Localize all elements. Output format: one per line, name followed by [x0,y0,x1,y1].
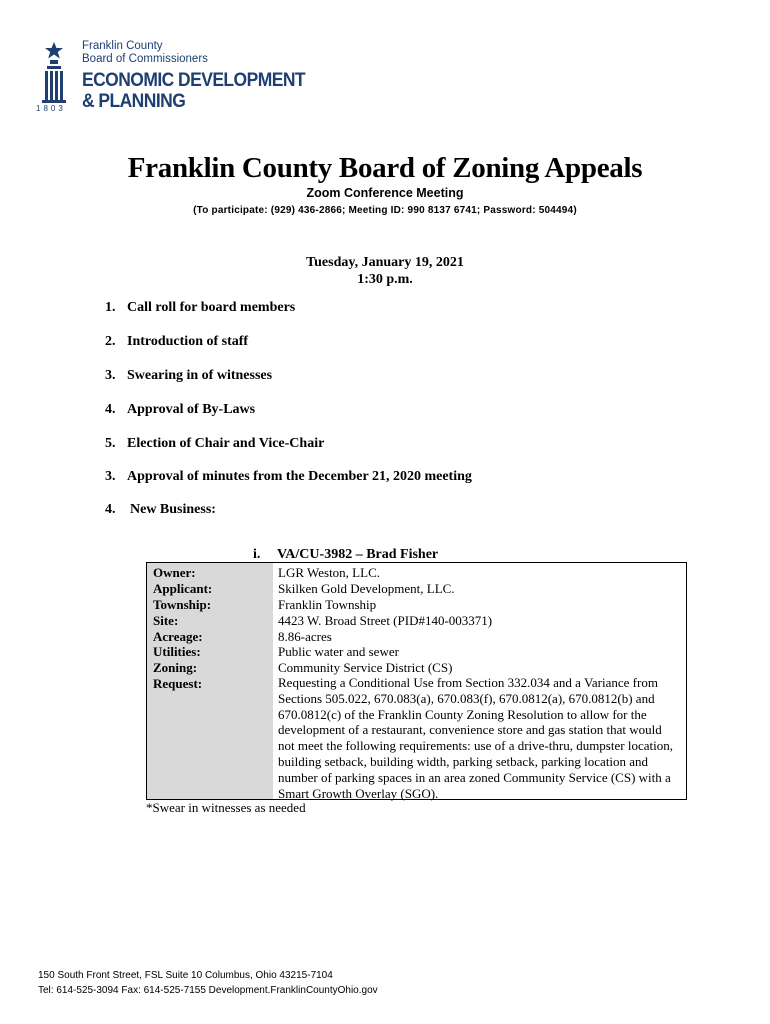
agenda-item-text: Swearing in of witnesses [127,368,273,383]
agenda-item [105,300,295,316]
case-details-table [146,562,687,800]
logo-year: 1803 [36,104,66,113]
value-utilities: Public water and sewer [278,644,399,659]
label-township: Township: [153,597,212,612]
agenda-item-text: Election of Chair and Vice-Chair [127,436,325,451]
label-zoning: Zoning: [153,660,198,675]
agenda-item-number: 4. [105,402,116,417]
agenda-item-text: Approval of minutes from the December 21, 2020 meeting [127,469,472,484]
swear-note: *Swear in witnesses as needed [146,800,306,815]
case-title: VA/CU-3982 – Brad Fisher [277,547,439,562]
value-township: Franklin Township [278,597,377,612]
case-labels-column [147,563,273,799]
page-title: Franklin County Board of Zoning Appeals [127,152,643,184]
label-owner: Owner: [153,565,196,580]
case-number: i. [253,547,261,562]
agenda-item [105,334,248,350]
meeting-time: 1:30 p.m. [357,272,413,287]
value-owner: LGR Weston, LLC. [278,565,380,580]
footer-address: 150 South Front Street, FSL Suite 10 Columbus, Ohio 43215-7104 [38,970,333,981]
label-utilities: Utilities: [153,644,201,659]
logo-county-line2: Board of Commissioners [82,52,208,65]
agenda-item-text: Call roll for board members [127,300,296,315]
agenda-item [105,368,272,384]
value-zoning: Community Service District (CS) [278,660,453,675]
meeting-subtitle: Zoom Conference Meeting [306,186,464,200]
footer-phone-web: Tel: 614-525-3094 Fax: 614-525-7155 Development.FranklinCountyOhio.gov [38,985,378,996]
agenda-item-number: 2. [105,334,116,349]
case-heading [253,547,438,563]
label-site: Site: [153,613,179,628]
logo-county-name [82,40,208,65]
agenda-item [105,436,324,452]
logo-county-line1: Franklin County [82,40,163,52]
label-applicant: Applicant: [153,581,213,596]
agenda-item [105,502,216,518]
agenda-item [105,469,472,485]
agenda-item-number: 1. [105,300,116,315]
logo-title-line2: & PLANNING [82,91,186,112]
agenda-item-text: New Business: [130,502,216,517]
value-request: Requesting a Conditional Use from Section 332.034 and a Variance from Sections 505.022, 670.083(a), 670.083(f), 670.0812(a), 670.0812(b) and 670.0812(c) of the Franklin County Zoning Resolution to allow for the development of a restaurant, convenience store and gas station that would not meet the following requirements: use of a drive-thru, dumpster location, building setback, building width, parking setback, parking location and number of parking spaces in an area zoned Community Service (CS) with a Smart Growth Overlay (SGO). [278,675,673,801]
agenda-item-number: 4. [105,502,116,517]
value-site: 4423 W. Broad Street (PID#140-003371) [278,613,493,628]
label-acreage: Acreage: [153,629,203,644]
label-request: Request: [153,676,203,691]
meeting-date: Tuesday, January 19, 2021 [306,255,464,270]
logo [36,38,306,118]
value-acreage: 8.86-acres [278,629,332,644]
agenda-item-text: Introduction of staff [127,334,249,349]
value-applicant: Skilken Gold Development, LLC. [278,581,455,596]
participation-info: (To participate: (929) 436-2866; Meeting ID: 990 8137 6741; Password: 504494) [193,205,577,216]
agenda-item-number: 3. [105,469,116,484]
agenda-item-number: 3. [105,368,116,383]
logo-department-name [82,70,305,112]
agenda-item-text: Approval of By-Laws [127,402,256,417]
logo-title-line1: ECONOMIC DEVELOPMENT [82,70,306,91]
agenda-item [105,402,255,418]
footer-contact [38,968,378,998]
meeting-datetime [0,254,770,288]
agenda-item-number: 5. [105,436,116,451]
